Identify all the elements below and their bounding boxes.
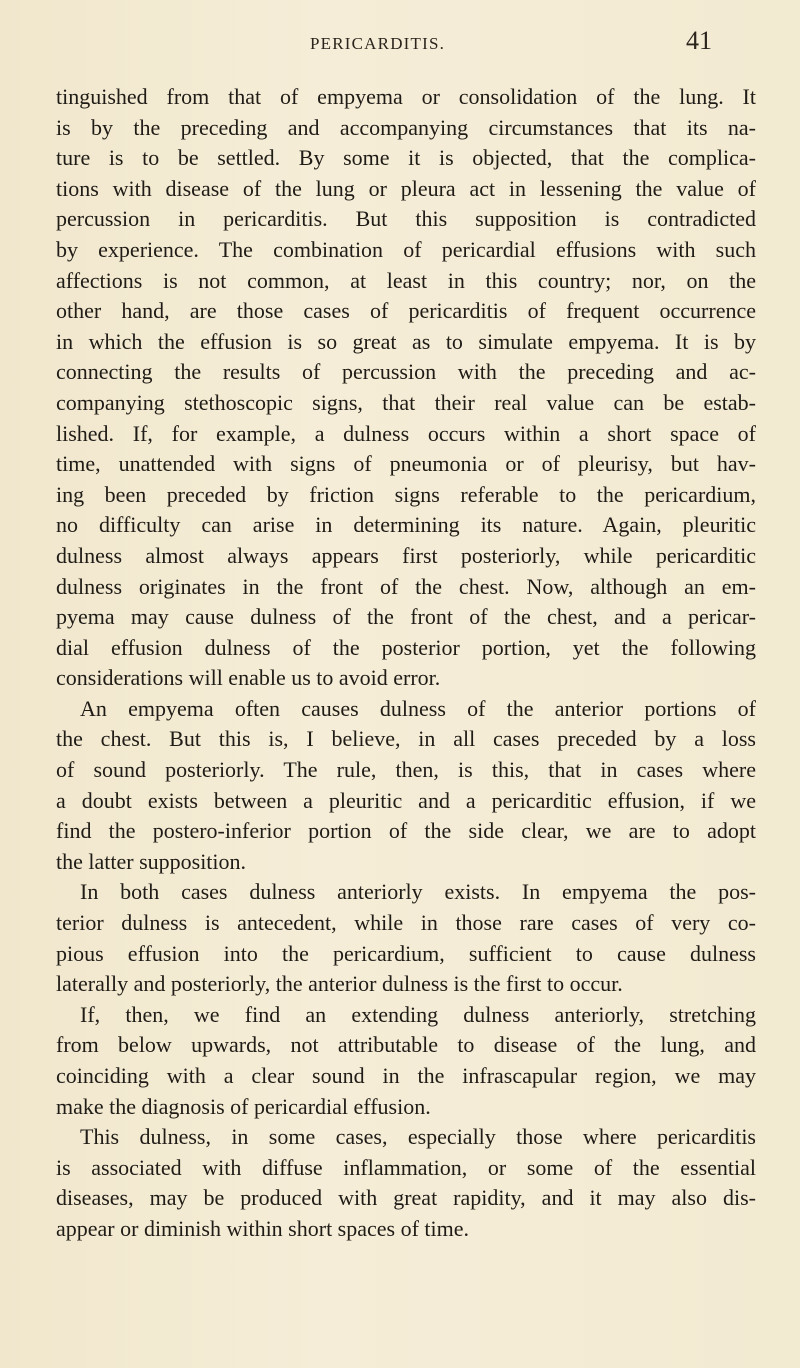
text-line: percussion in pericarditis. But this supposition is contradicted xyxy=(56,206,756,232)
text-line: affections is not common, at least in this country; nor, on the xyxy=(56,267,756,293)
running-head xyxy=(0,10,800,55)
text-line: diseases, may be produced with great rapidity, and it may also dis- xyxy=(56,1185,756,1211)
text-line: other hand, are those cases of pericarditis of frequent occurrence xyxy=(56,298,756,324)
running-title: PERICARDITIS. xyxy=(310,34,446,53)
text-line: a doubt exists between a pleuritic and a pericarditic effusion, if we xyxy=(56,787,756,813)
text-line: lished. If, for example, a dulness occurs within a short space of xyxy=(56,420,756,446)
text-line: by experience. The combination of pericardial effusions with such xyxy=(56,236,756,262)
text-line: tions with disease of the lung or pleura act in lessening the value of xyxy=(56,175,756,201)
text-line: from below upwards, not attributable to disease of the lung, and xyxy=(56,1032,756,1058)
text-line: dulness almost always appears first posteriorly, while pericarditic xyxy=(56,542,756,568)
text-line: time, unattended with signs of pneumonia or of pleurisy, but hav- xyxy=(56,451,756,477)
text-line: An empyema often causes dulness of the anterior portions of xyxy=(80,695,756,721)
body-text xyxy=(56,82,756,1245)
text-line: appear or diminish within short spaces of time. xyxy=(56,1215,470,1241)
text-line: connecting the results of percussion with the preceding and ac- xyxy=(56,359,756,385)
text-line: laterally and posteriorly, the anterior dulness is the first to occur. xyxy=(56,971,623,997)
text-line: no difficulty can arise in determining its nature. Again, pleuritic xyxy=(56,512,756,538)
text-line: This dulness, in some cases, especially those where pericarditis xyxy=(80,1124,756,1150)
page-number: 41 xyxy=(686,26,712,55)
paragraph-1 xyxy=(56,82,756,694)
text-line: dulness originates in the front of the chest. Now, although an em- xyxy=(56,573,756,599)
text-line: tinguished from that of empyema or consolidation of the lung. It xyxy=(56,84,756,109)
text-line: ing been preceded by friction signs referable to the pericardium, xyxy=(56,481,756,507)
text-line: the latter supposition. xyxy=(56,848,247,874)
text-line: coinciding with a clear sound in the infrascapular region, we may xyxy=(56,1063,756,1088)
text-line: In both cases dulness anteriorly exists. In empyema the pos- xyxy=(80,879,756,905)
text-line: of sound posteriorly. The rule, then, is this, that in cases where xyxy=(56,757,756,783)
paragraph-5 xyxy=(56,1122,756,1244)
text-line: make the diagnosis of pericardial effusion. xyxy=(56,1093,431,1119)
text-line: pious effusion into the pericardium, sufficient to cause dulness xyxy=(56,940,756,966)
text-line: find the postero-inferior portion of the side clear, we are to adopt xyxy=(56,818,756,844)
paragraph-3 xyxy=(56,877,756,999)
text-line: the chest. But this is, I believe, in all cases preceded by a loss xyxy=(56,726,756,752)
text-line: dial effusion dulness of the posterior portion, yet the following xyxy=(56,634,756,660)
text-line: pyema may cause dulness of the front of the chest, and a pericar- xyxy=(56,604,756,630)
text-line: ture is to be settled. By some it is objected, that the complica- xyxy=(56,145,756,171)
paragraph-4 xyxy=(56,1000,756,1122)
text-line: terior dulness is antecedent, while in those rare cases of very co- xyxy=(56,910,756,936)
paragraph-2 xyxy=(56,694,756,878)
text-line: in which the effusion is so great as to simulate empyema. It is by xyxy=(56,328,756,354)
text-line: If, then, we find an extending dulness anteriorly, stretching xyxy=(80,1001,756,1027)
text-line: is by the preceding and accompanying circumstances that its na- xyxy=(56,114,756,140)
text-line: considerations will enable us to avoid error. xyxy=(56,665,441,691)
text-line: companying stethoscopic signs, that their real value can be estab- xyxy=(56,389,756,415)
text-line: is associated with diffuse inflammation, or some of the essential xyxy=(56,1154,756,1180)
